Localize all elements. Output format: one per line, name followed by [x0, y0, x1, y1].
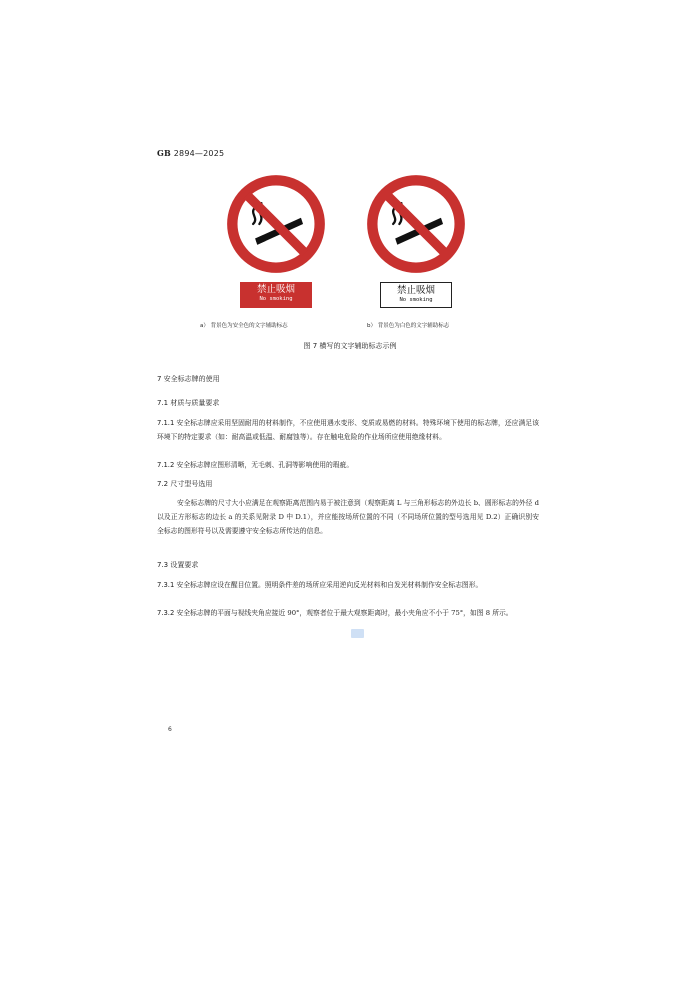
clause-number: 7.1.1: [157, 419, 175, 427]
clause-number: 7.1.2: [157, 461, 175, 469]
clause-number: 7.3.1: [157, 581, 175, 589]
page-number: 6: [168, 726, 172, 733]
no-smoking-sign-icon: [364, 172, 468, 276]
label-white-background: [380, 282, 452, 308]
paragraph-7-2: 安全标志牌的尺寸大小应满足在观察距离范围内易于被注意到（观察距离 L 与三角形标志的外边长 b、圆形标志的外径 d 以及正方形标志的边长 a 的关系见附录 D 中 D.1），并应能按场所位置的不同（不同场所位置的型号选用见 D.2）正确识别安全标志的图形符号以及需要遵守安全标志所传达的信息。: [157, 499, 539, 535]
label-red-background: [240, 282, 312, 308]
section-7-1-heading: 7.1 材质与质量要求: [157, 399, 220, 407]
sign-a: [224, 172, 328, 308]
clause-text: 安全标志牌应采用坚固耐用的材料制作，不应使用遇水变形、变质或易燃的材料。特殊环境下使用的标志牌，还应满足该环境下的特定要求（如：耐高温或低温、耐腐蚀等）。存在触电危险的作业场所应使用绝缘材料。: [157, 419, 540, 441]
clause-text: 安全标志牌应设在醒目位置。照明条件差的场所应采用逆向反光材料和自发光材料制作安全标志图形。: [176, 581, 483, 589]
paragraph-7-3-1: [157, 578, 539, 592]
paragraph-7-3-2: [157, 606, 539, 620]
sign-b: [364, 172, 468, 308]
label-en: No smoking: [399, 296, 433, 303]
standard-number: 2894—2025: [173, 149, 225, 158]
section-7-2-heading: 7.2 尺寸型号选用: [157, 480, 213, 488]
figure-title: 图 7 横写的文字辅助标志示例: [303, 342, 397, 350]
clause-number: 7.3.2: [157, 609, 175, 617]
label-zh: 禁止吸烟: [256, 284, 295, 295]
caption-b: b） 背景色为白色的文字辅助标志: [367, 323, 450, 329]
clause-text: 安全标志牌的平面与视线夹角应接近 90°，观察者位于最大观察距离时，最小夹角应不小于 75°，如图 8 所示。: [176, 609, 513, 617]
watermark-stamp: [351, 629, 364, 638]
caption-a: a） 背景色为安全色的文字辅助标志: [200, 323, 288, 329]
paragraph-7-1-2: [157, 458, 539, 472]
section-7-heading: 7 安全标志牌的使用: [157, 375, 220, 383]
paragraph-7-1-1: [157, 416, 539, 444]
label-zh: 禁止吸烟: [396, 285, 435, 296]
no-smoking-sign-icon: [224, 172, 328, 276]
standard-code-header: [157, 148, 224, 158]
clause-text: 安全标志牌应图形清晰，无毛刺、孔洞等影响使用的瑕疵。: [176, 461, 354, 469]
standard-prefix: GB: [157, 148, 171, 158]
section-7-3-heading: 7.3 设置要求: [157, 561, 199, 569]
label-en: No smoking: [259, 295, 293, 302]
